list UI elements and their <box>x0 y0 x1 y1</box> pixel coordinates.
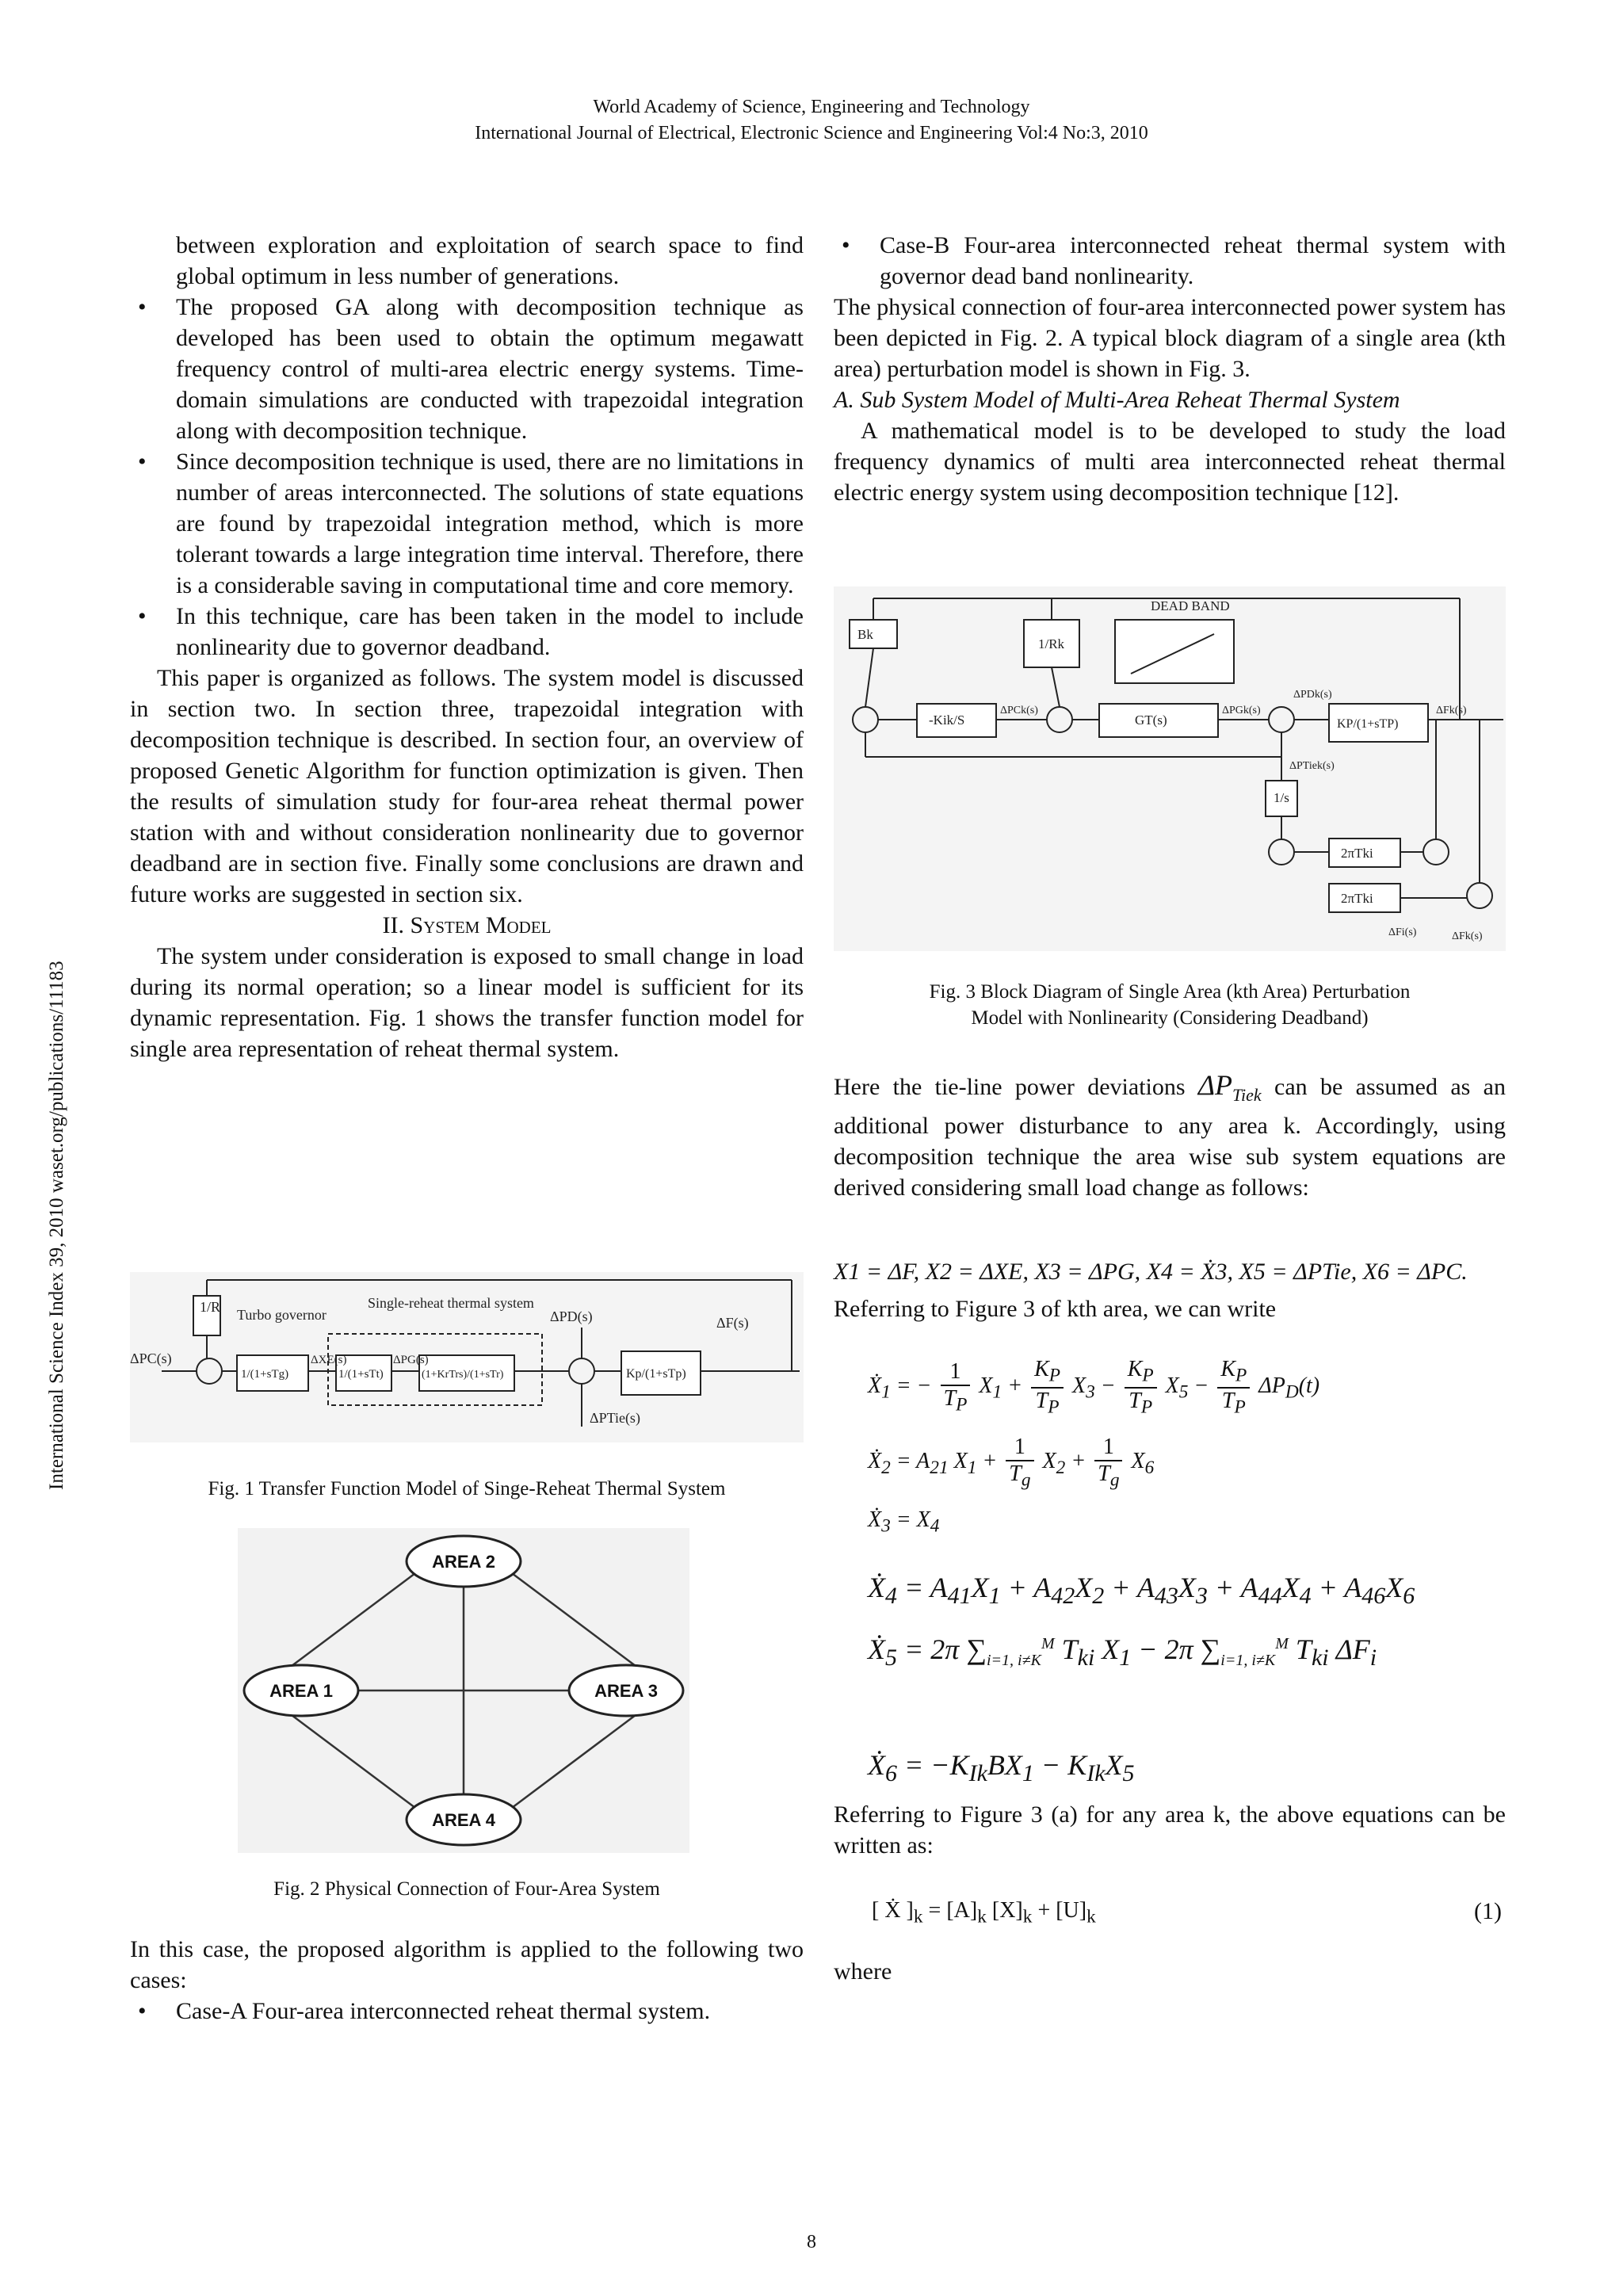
equation-x3dot: Ẋ$_3$ = $X_4$ <box>868 1507 940 1537</box>
figure-3-caption-line1: Fig. 3 Block Diagram of Single Area (kth Area) Perturbation <box>929 981 1411 1003</box>
fig3-label: KP/(1+sTP) <box>1337 717 1399 731</box>
right-column-mid <box>834 1070 1506 1203</box>
bullet-item: • Case-B Four-area interconnected reheat thermal system with governor dead band nonlinearity. <box>842 232 1506 289</box>
figure-3-block-diagram <box>834 586 1506 951</box>
fig1-label: ΔPC(s) <box>130 1350 172 1366</box>
figure-3-caption-line2: Model with Nonlinearity (Considering Deadband) <box>971 1007 1369 1029</box>
equation-x4dot: Ẋ$_4$ = $A_{41}X_1 + A_{42}X_2 + A_{43}X_3 + A_{44}X_4 + A_{46}X_6$ <box>868 1572 1415 1610</box>
fig3-label: -Kik/S <box>929 712 965 728</box>
fig3-label: 1/Rk <box>1038 636 1065 651</box>
fig3-label: DEAD BAND <box>1151 598 1230 613</box>
fig3-label: ΔPDk(s) <box>1293 689 1332 701</box>
section-title: II. System Model <box>382 912 552 938</box>
equation-x6dot: Ẋ$_6$ = $-K_{Ik}BX_1 - K_{Ik}X_5$ <box>868 1749 1135 1787</box>
fig3-label: Bk <box>857 627 873 642</box>
fig3-label: ΔPGk(s) <box>1222 705 1261 716</box>
figure-1-transfer-function <box>130 1272 804 1442</box>
figure-2-four-area <box>238 1528 689 1853</box>
paragraph: Here the tie-line power deviations $\Delta P_{Tiek}$ can be assumed as an additional power disturbance to any area k. Accordingly, using decomposition technique the area wise sub system equations are derived considering small load change as follows: <box>834 1069 1506 1201</box>
paragraph: where <box>834 1958 892 1985</box>
fig1-label: ΔPD(s) <box>550 1308 593 1324</box>
fig3-label: 1/s <box>1274 790 1289 805</box>
bullet-item: • Since decomposition technique is used, there are no limitations in number of areas interconnected. The solutions of state equations are found by trapezoidal integration method, which is more tolerant towards a large integration time interval. Therefore, there is a considerable saving in computational time and core memory. <box>138 449 804 598</box>
journal-volume: International Journal of Electrical, Electronic Science and Engineering Vol:4 No:3, 2010 <box>475 123 1148 143</box>
fig1-label: 1/(1+sTg) <box>241 1368 289 1381</box>
equation-matrix-form: [ Ẋ ]$_k = [A]_k$ $[X]_k + [U]_k$ <box>872 1898 1096 1927</box>
fig3-label: 2πTki <box>1341 846 1373 861</box>
fig1-label: ΔF(s) <box>716 1315 749 1331</box>
side-citation: International Science Index 39, 2010 waset.org/publications/11183 <box>46 961 67 1490</box>
equation-x1dot: Ẋ$_1$ = − $\frac{1}{T_P}$ $X_1$ + $\frac{K_P}{T_P}$ $X_3$ − $\frac{K_P}{T_P}$ $X_5$ − $\frac{K_P}{T_P}$ $\Delta P_D(t)$ <box>868 1357 1320 1418</box>
equation-x2dot: Ẋ$_2$ = $A_{21}$ $X_1$ + $\frac{1}{T_g}$ $X_2$ + $\frac{1}{T_g}$ $X_6$ <box>868 1435 1155 1491</box>
fig1-label: (1+KrTrs)/(1+sTr) <box>422 1369 504 1381</box>
paragraph: Referring to Figure 3 (a) for any area k, the above equations can be written as: <box>834 1801 1506 1859</box>
figure-2-caption: Fig. 2 Physical Connection of Four-Area System <box>273 1878 660 1900</box>
fig1-label: Turbo governor <box>237 1307 327 1323</box>
left-column <box>130 230 804 1064</box>
paragraph: In this case, the proposed algorithm is applied to the following two cases: <box>130 1936 804 1993</box>
fig1-label: ΔPTie(s) <box>590 1410 640 1426</box>
bullet-item: • Case-A Four-area interconnected reheat thermal system. <box>138 1998 711 2024</box>
bullet-item: • In this technique, care has been taken in the model to include nonlinearity due to governor deadband. <box>138 603 804 660</box>
fig1-label: 1/(1+sTt) <box>338 1368 384 1381</box>
fig1-label: ΔPG(s) <box>393 1354 429 1366</box>
fig1-label: Kp/(1+sTp) <box>626 1367 686 1381</box>
figure-3-caption <box>834 979 1506 1031</box>
area-label: AREA 2 <box>432 1552 495 1572</box>
journal-name: World Academy of Science, Engineering and Technology <box>593 97 1030 117</box>
fig1-label: 1/R <box>200 1299 221 1315</box>
fig1-label: Single-reheat thermal system <box>368 1295 534 1311</box>
fig3-label: ΔFi(s) <box>1388 926 1417 938</box>
bullet-item: • The proposed GA along with decomposition technique as developed has been used to obtain the optimum megawatt frequency control of multi-area electric energy systems. Time-domain simulations are conducted with trapezoidal integration along with decomposition technique. <box>138 294 804 444</box>
fig3-label: GT(s) <box>1135 712 1167 728</box>
fig3-label: ΔFk(s) <box>1452 930 1483 942</box>
equation-x5dot: Ẋ$_5$ = 2π $\sum_{i=1, i\ne K}^M$ $T_{ki}$ $X_1 - 2\pi$ $\sum_{i=1, i\ne K}^M$ $T_{ki}$ $\Delta F_i$ <box>868 1633 1377 1671</box>
page-number: 8 <box>807 2232 816 2252</box>
state-definitions: X1 = ΔF, X2 = ΔXE, X3 = ΔPG, X4 = Ẋ3, X5 = ΔPTie, X6 = ΔPC. <box>834 1259 1468 1285</box>
area-label: AREA 1 <box>269 1681 333 1701</box>
paragraph: between exploration and exploitation of search space to find global optimum in less number of generations. <box>176 232 804 289</box>
fig3-label: 2πTki <box>1341 891 1373 906</box>
area-label: AREA 3 <box>594 1681 658 1701</box>
fig1-label: ΔXE(s) <box>311 1354 347 1366</box>
subsection-title: A. Sub System Model of Multi-Area Reheat Thermal System <box>834 387 1400 413</box>
fig3-label: ΔPTiek(s) <box>1289 760 1335 772</box>
paragraph: This paper is organized as follows. The system model is discussed in section two. In section three, trapezoidal integration with decomposition technique is described. In section four, an overview of proposed Genetic Algorithm for function optimization is given. Then the results of simulation study for four-area reheat thermal power station with and without consideration nonlinearity due to governor deadband are in section five. Finally some conclusions are drawn and future works are suggested in section six. <box>130 665 804 907</box>
paragraph: Referring to Figure 3 of kth area, we can write <box>834 1296 1277 1322</box>
fig3-label: ΔPCk(s) <box>1000 705 1038 716</box>
figure-1-caption: Fig. 1 Transfer Function Model of Singe-Reheat Thermal System <box>208 1478 726 1499</box>
paragraph: The physical connection of four-area interconnected power system has been depicted in Fig. 2. A typical block diagram of a single area (kth area) perturbation model is shown in Fig. 3. <box>834 294 1506 382</box>
paragraph: The system under consideration is exposed to small change in load during its normal operation; so a linear model is sufficient for its dynamic representation. Fig. 1 shows the transfer function model for single area representation of reheat thermal system. <box>130 943 804 1062</box>
fig3-label: ΔFk(s) <box>1436 705 1467 716</box>
right-column <box>834 230 1506 508</box>
paragraph: A mathematical model is to be developed to study the load frequency dynamics of multi area interconnected reheat thermal electric energy system using decomposition technique [12]. <box>834 418 1506 506</box>
left-column-bottom <box>130 1934 804 2027</box>
area-label: AREA 4 <box>432 1810 495 1830</box>
equation-number: (1) <box>1474 1898 1502 1924</box>
